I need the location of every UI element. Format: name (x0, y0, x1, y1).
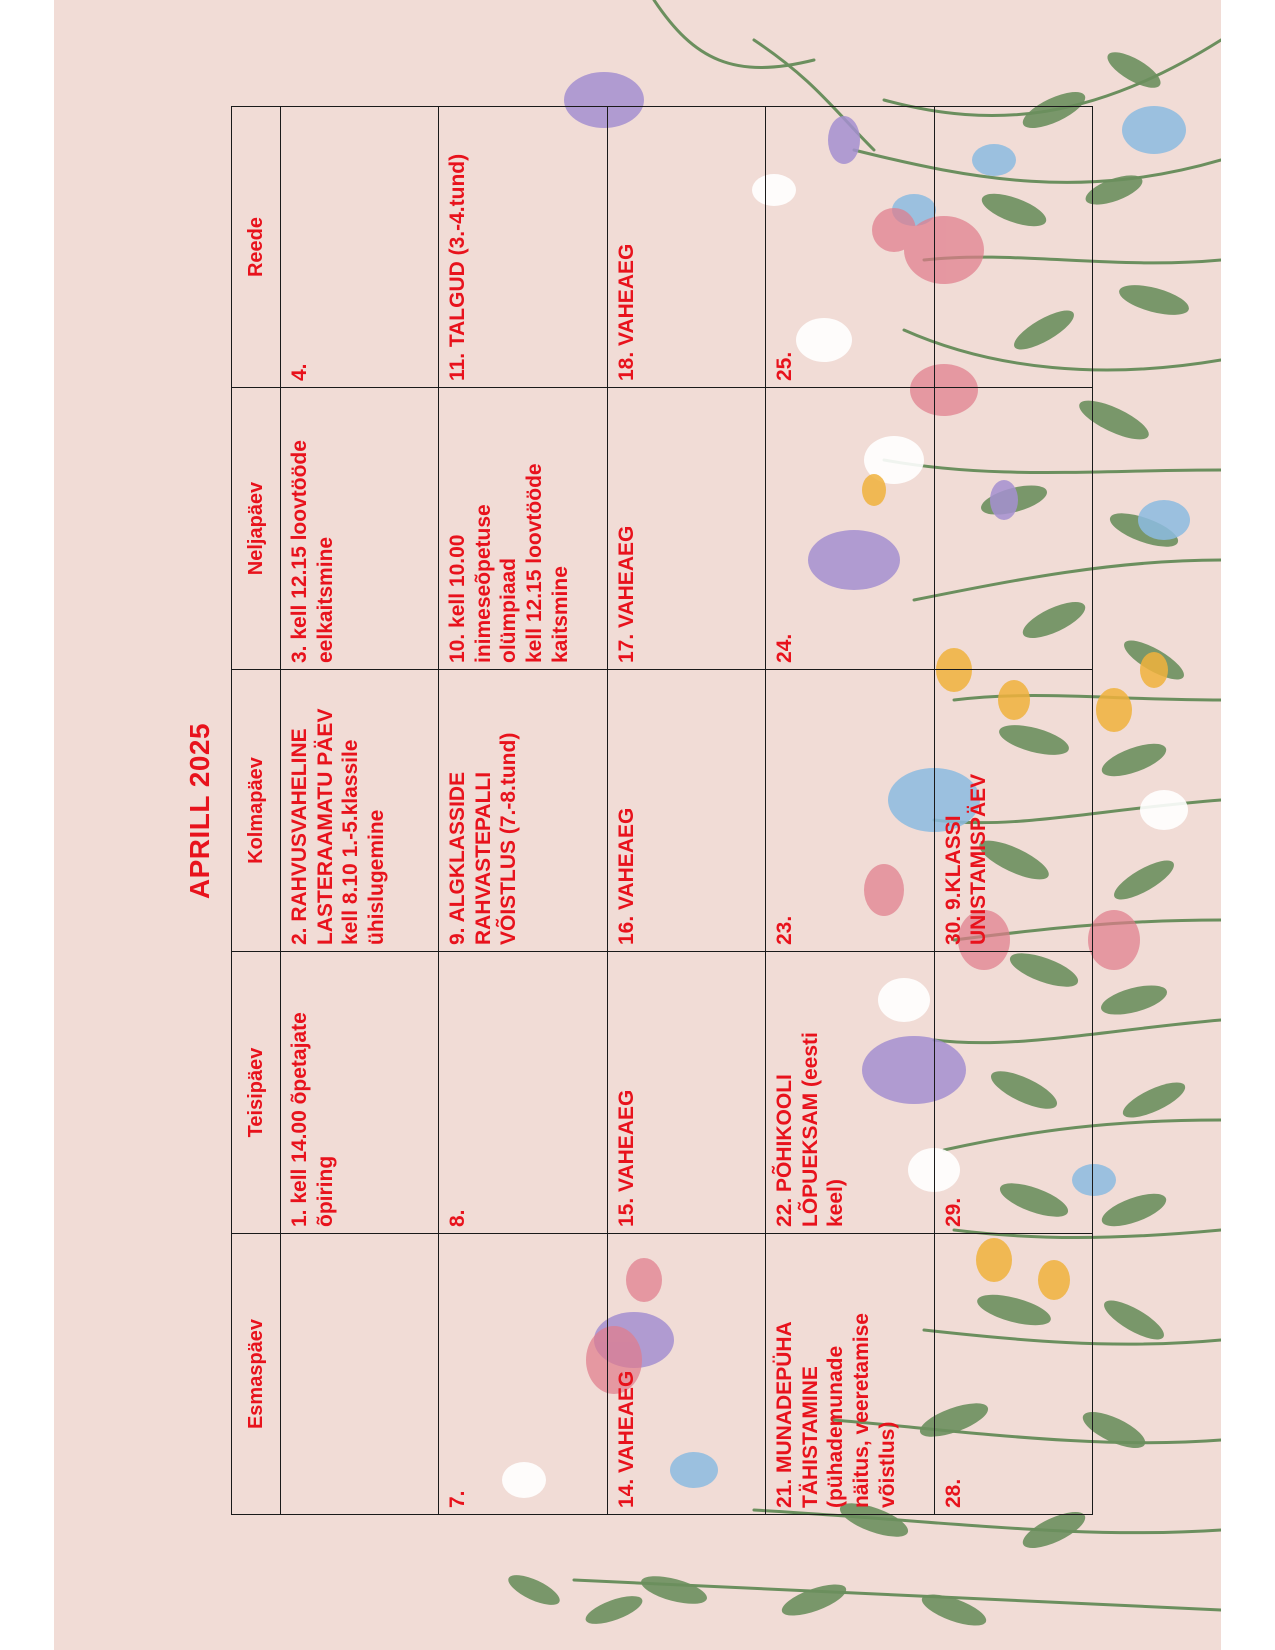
day-cell-text: 1. kell 14.00 õpetajate õpiring (288, 1012, 337, 1227)
day-cell-text: 4. (288, 363, 311, 381)
day-cell-text: 30. 9.KLASSI UNISTAMISPÄEV (941, 773, 991, 945)
day-cell-text: 21. MUNADEPÜHA TÄHISTAMINE (pühademunade näitus, veeretamise võistlus) (773, 1313, 899, 1508)
day-cell (439, 388, 608, 670)
calendar-title: APRILL 2025 (184, 722, 215, 900)
day-cell (607, 1234, 765, 1515)
week-row (281, 107, 439, 1515)
weekday-header-row (232, 107, 281, 1515)
calendar-table (231, 106, 1093, 1515)
day-cell-text: 16. VAHEAEG (614, 807, 638, 945)
day-cell-text: 8. (446, 1209, 470, 1227)
day-cell-text: 24. (773, 633, 797, 663)
day-cell (281, 388, 439, 670)
calendar-rotated-content (184, 107, 1104, 1515)
weekday-header: Neljapäev (232, 388, 281, 670)
week-row (766, 107, 935, 1515)
day-cell-text: 7. (446, 1490, 470, 1508)
day-cell-text: 25. (773, 351, 797, 381)
day-cell (281, 952, 439, 1234)
day-cell (281, 1234, 439, 1515)
day-cell (439, 107, 608, 388)
day-cell-text: 11. TALGUD (3.-4.tund) (446, 153, 470, 381)
day-cell (281, 107, 439, 388)
week-row (934, 107, 1092, 1515)
day-cell (766, 1234, 935, 1515)
day-cell (607, 107, 765, 388)
day-cell-text: 17. VAHEAEG (614, 525, 638, 663)
day-cell (281, 670, 439, 952)
day-cell (934, 952, 1092, 1234)
day-cell (439, 952, 608, 1234)
day-cell-text: 28. (941, 1478, 965, 1508)
week-row (607, 107, 765, 1515)
day-cell (934, 1234, 1092, 1515)
day-cell (607, 388, 765, 670)
day-cell (766, 952, 935, 1234)
day-cell (607, 670, 765, 952)
day-cell-text: 18. VAHEAEG (614, 243, 638, 381)
day-cell-text: 29. (941, 1197, 965, 1227)
day-cell-text: 9. ALGKLASSIDE RAHVASTEPALLI VÕISTLUS (7.-8.tund) (446, 732, 521, 945)
day-cell-text: 14. VAHEAEG (614, 1370, 638, 1508)
weekday-header: Reede (232, 107, 281, 388)
day-cell (934, 388, 1092, 670)
page-background (54, 0, 1221, 1650)
day-cell-text: 22. PÕHIKOOLI LÕPUEKSAM (eesti keel) (773, 1032, 848, 1227)
day-cell-text: 3. kell 12.15 loovtööde eelkaitsmine (288, 440, 337, 663)
day-cell (766, 670, 935, 952)
day-cell (934, 670, 1092, 952)
day-cell-text: 15. VAHEAEG (614, 1089, 638, 1227)
day-cell (607, 952, 765, 1234)
weekday-header: Teisipäev (232, 952, 281, 1234)
weekday-header: Kolmapäev (232, 670, 281, 952)
weekday-header: Esmaspäev (232, 1234, 281, 1515)
day-cell (439, 670, 608, 952)
day-cell-text: 23. (773, 915, 797, 945)
day-cell (439, 1234, 608, 1515)
day-cell (766, 388, 935, 670)
day-cell (934, 107, 1092, 388)
day-cell (766, 107, 935, 388)
day-cell-text: 10. kell 10.00 inimeseõpetuse olümpiaad kell 12.15 loovtööde kaitsmine (446, 463, 572, 663)
day-cell-text: 2. RAHVUSVAHELINE LASTERAAMATU PÄEV kell 8.10 1.-5.klassile ühislugemine (288, 708, 388, 945)
week-row (439, 107, 608, 1515)
